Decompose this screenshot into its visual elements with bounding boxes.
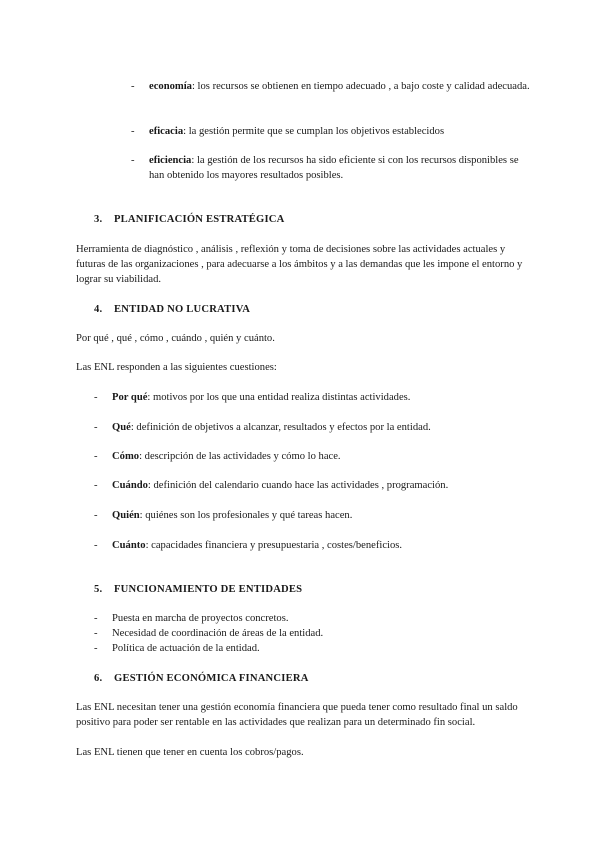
list-item-proyectos: [94, 611, 534, 626]
section-number: 3.: [94, 214, 103, 225]
list-item-text: Necesidad de coordinación de áreas de la entidad.: [112, 628, 324, 639]
section-title: GESTIÓN ECONÓMICA FINANCIERA: [114, 673, 309, 684]
list-item-politica: [94, 641, 534, 656]
term-que: Qué: [112, 422, 131, 433]
section-number: 5.: [94, 584, 103, 595]
list-item-text: Política de actuación de la entidad.: [112, 643, 260, 654]
definition-cuanto: : capacidades financiera y presupuestaria , costes/beneficios.: [145, 540, 403, 551]
definition-quien: : quiénes son los profesionales y qué tareas hacen.: [139, 510, 353, 521]
paragraph-planificacion: Herramienta de diagnóstico , análisis , reflexión y toma de decisiones sobre las actividades actuales y futuras de las organizaciones , para adecuarse a los ámbitos y a las demandas que les impone el entorno y lograr su viabilidad.: [76, 244, 523, 285]
list-item-coordinacion: [94, 626, 534, 641]
list-item-cuando: [94, 478, 534, 493]
bullet-dash: -: [131, 126, 135, 137]
section-title: FUNCIONAMIENTO DE ENTIDADES: [114, 584, 303, 595]
bullet-dash: -: [94, 613, 98, 624]
definition-por-que: : motivos por los que una entidad realiza distintas actividades.: [147, 392, 411, 403]
definition-como: : descripción de las actividades y cómo lo hace.: [139, 451, 341, 462]
definition-que: : definición de objetivos a alcanzar, resultados y efectos por la entidad.: [130, 422, 431, 433]
list-item-por-que: [94, 390, 534, 405]
bullet-dash: -: [131, 155, 135, 166]
bullet-dash: -: [94, 540, 98, 551]
definition-eficacia: : la gestión permite que se cumplan los objetivos establecidos: [183, 126, 445, 137]
term-quien: Quién: [112, 510, 140, 521]
section-title: ENTIDAD NO LUCRATIVA: [114, 304, 251, 315]
bullet-dash: -: [94, 628, 98, 639]
paragraph-cobros-pagos: Las ENL tienen que tener en cuenta los cobros/pagos.: [76, 747, 304, 758]
definition-cuando: : definición del calendario cuando hace las actividades , programación.: [147, 480, 449, 491]
list-item-como: [94, 449, 534, 464]
paragraph-preguntas: Por qué , qué , cómo , cuándo , quién y cuánto.: [76, 333, 275, 344]
term-cuando: Cuándo: [112, 480, 148, 491]
paragraph-gestion-financiera: Las ENL necesitan tener una gestión economía financiera que pueda tener como resultado final un saldo positivo para poder ser rentable en las actividades que realizan para un determinado fin social.: [76, 702, 518, 728]
bullet-dash: -: [131, 81, 135, 92]
list-item-text: Puesta en marcha de proyectos concretos.: [112, 613, 289, 624]
bullet-dash: -: [94, 643, 98, 654]
list-item-cuanto: [94, 538, 534, 553]
term-cuanto: Cuánto: [112, 540, 146, 551]
list-item-eficacia: [131, 124, 531, 139]
list-item-economia: [131, 79, 531, 94]
list-item-eficiencia: [131, 153, 531, 183]
section-heading-3: [94, 212, 285, 227]
bullet-dash: -: [94, 422, 98, 433]
term-como: Cómo: [112, 451, 140, 462]
list-item-que: [94, 420, 534, 435]
paragraph-cuestiones: Las ENL responden a las siguientes cuestiones:: [76, 362, 277, 373]
section-title: PLANIFICACIÓN ESTRATÉGICA: [114, 214, 285, 225]
bullet-dash: -: [94, 392, 98, 403]
term-economia: economía: [149, 81, 192, 92]
term-eficacia: eficacia: [149, 126, 184, 137]
section-heading-5: [94, 582, 302, 597]
section-number: 4.: [94, 304, 103, 315]
term-por-que: Por qué: [112, 392, 148, 403]
list-item-quien: [94, 508, 534, 523]
section-heading-6: [94, 671, 309, 686]
section-number: 6.: [94, 673, 103, 684]
section-heading-4: [94, 302, 250, 317]
bullet-dash: -: [94, 480, 98, 491]
term-eficiencia: eficiencia: [149, 155, 192, 166]
bullet-dash: -: [94, 510, 98, 521]
definition-eficiencia: : la gestión de los recursos ha sido eficiente si con los recursos disponibles se han obtenido los mayores resultados posibles.: [149, 155, 519, 181]
bullet-dash: -: [94, 451, 98, 462]
definition-economia: : los recursos se obtienen en tiempo adecuado , a bajo coste y calidad adecuada.: [191, 81, 530, 92]
